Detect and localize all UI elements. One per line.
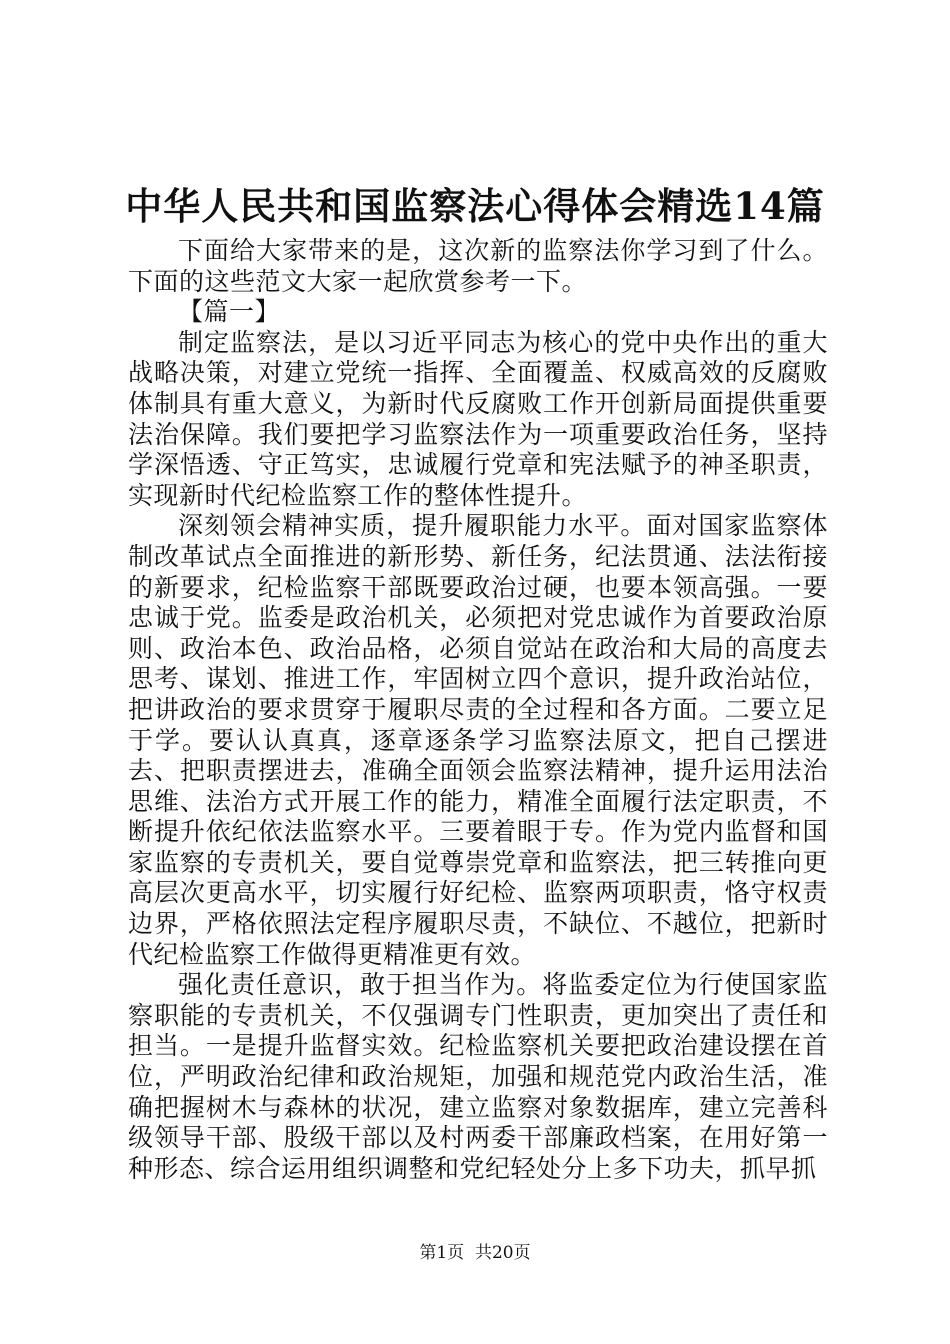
section-heading: 【篇一】: [178, 297, 281, 327]
intro-paragraph: 下面给大家带来的是，这次新的监察法你学习到了什么。下面的这些范文大家一起欣赏参考一下。: [128, 236, 828, 296]
page-number-footer: 第1页 共20页: [419, 1243, 531, 1263]
body-paragraph: 强化责任意识，敢于担当作为。将监委定位为行使国家监察职能的专责机关，不仅强调专门性职责，更加突出了责任和担当。一是提升监督实效。纪检监察机关要把政治建设摆在首位，严明政治纪律和政治规矩，加强和规范党内政治生活，准确把握树木与森林的状况，建立监察对象数据库，建立完善科级领导干部、股级干部以及村两委干部廉政档案，在用好第一种形态、综合运用组织调整和党纪轻处分上多下功夫，抓早抓: [128, 970, 828, 1183]
document-body: [128, 236, 828, 1184]
body-paragraph: 制定监察法，是以习近平同志为核心的党中央作出的重大战略决策，对建立党统一指挥、全面覆盖、权威高效的反腐败体制具有重大意义，为新时代反腐败工作开创新局面提供重要法治保障。我们要把学习监察法作为一项重要政治任务，坚持学深悟透、守正笃实，忠诚履行党章和宪法赋予的神圣职责，实现新时代纪检监察工作的整体性提升。: [128, 327, 828, 510]
body-paragraph: 深刻领会精神实质，提升履职能力水平。面对国家监察体制改革试点全面推进的新形势、新任务，纪法贯通、法法衔接的新要求，纪检监察干部既要政治过硬，也要本领高强。一要忠诚于党。监委是政治机关，必须把对党忠诚作为首要政治原则、政治本色、政治品格，必须自觉站在政治和大局的高度去思考、谋划、推进工作，牢固树立四个意识，提升政治站位，把讲政治的要求贯穿于履职尽责的全过程和各方面。二要立足于学。要认认真真，逐章逐条学习监察法原文，把自己摆进去、把职责摆进去，准确全面领会监察法精神，提升运用法治思维、法治方式开展工作的能力，精准全面履行法定职责，不断提升依纪依法监察水平。三要着眼于专。作为党内监督和国家监察的专责机关，要自觉尊崇党章和监察法，把三转推向更高层次更高水平，切实履行好纪检、监察两项职责，恪守权责边界，严格依照法定程序履职尽责，不缺位、不越位，把新时代纪检监察工作做得更精准更有效。: [128, 511, 828, 969]
document-title: 中华人民共和国监察法心得体会精选14篇: [125, 184, 825, 228]
